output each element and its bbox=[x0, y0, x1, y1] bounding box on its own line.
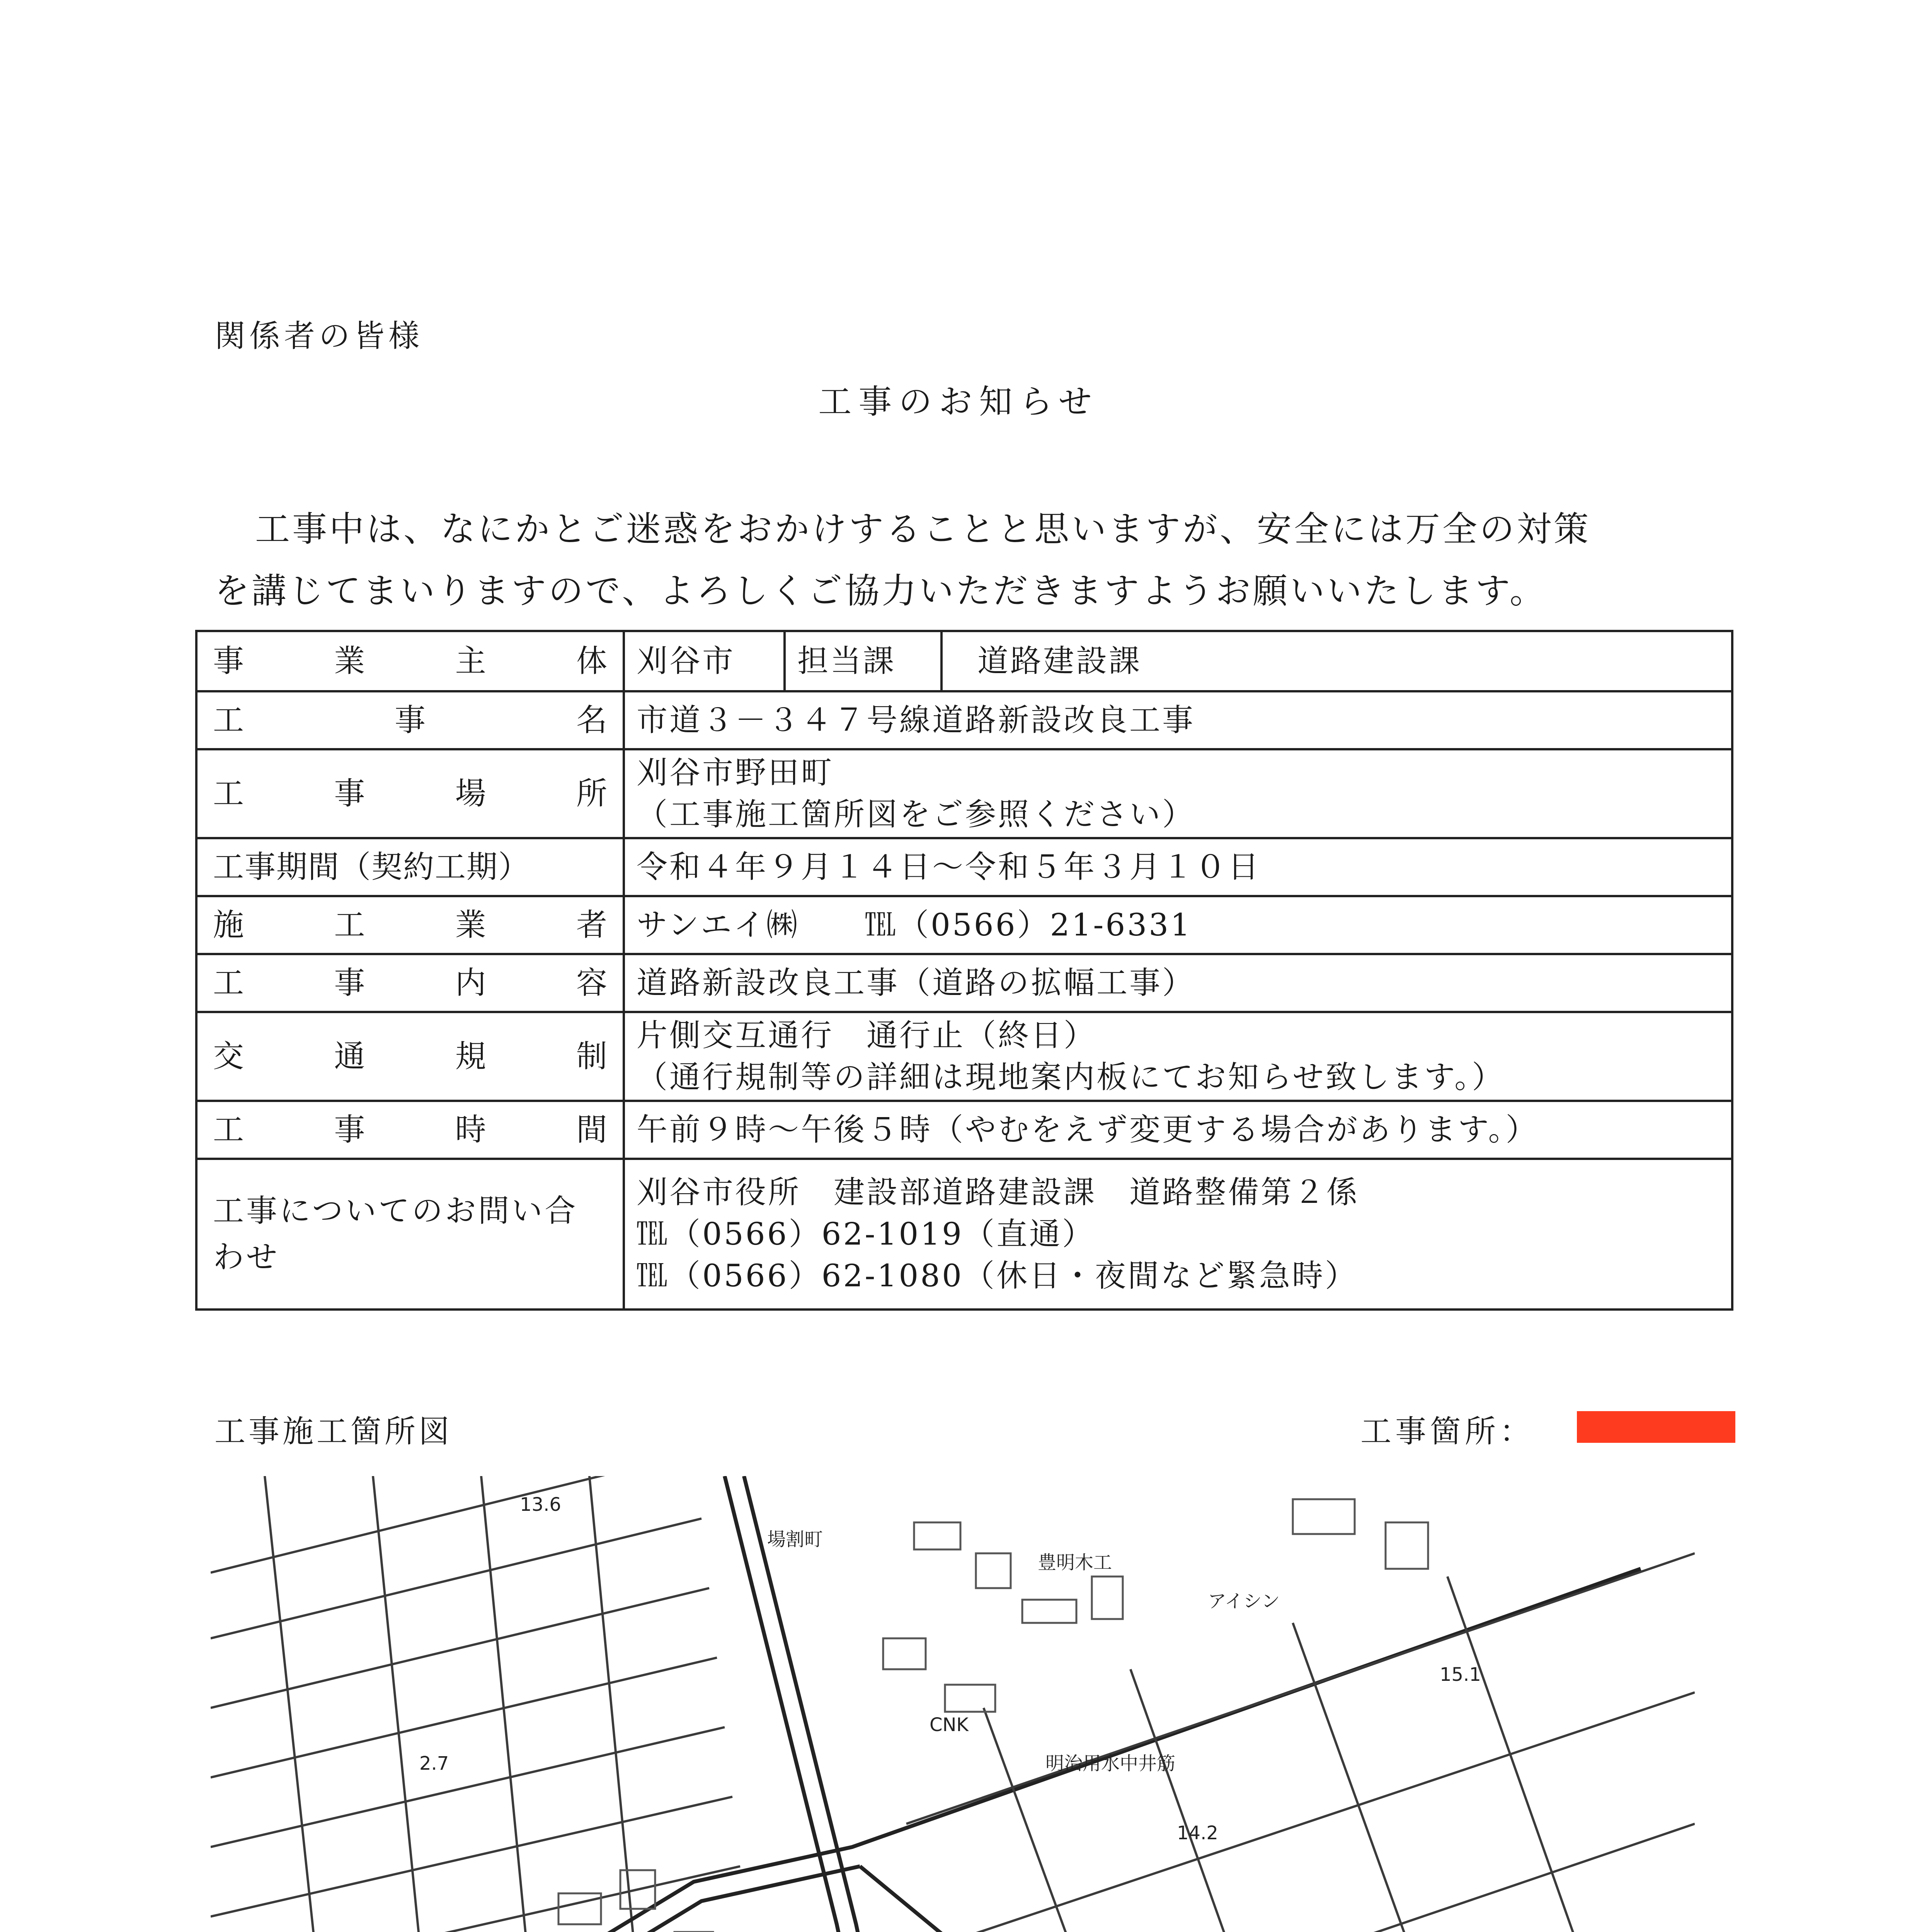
label-char: 工 bbox=[213, 776, 244, 811]
label-char: 所 bbox=[576, 776, 607, 811]
row-owner bbox=[196, 631, 1732, 691]
map-heading: 工事施工箇所図 bbox=[215, 1413, 453, 1449]
row-contractor bbox=[196, 896, 1732, 954]
intro-line-2: を講じてまいりますので、よろしくご協力いただきますようお願いいたします。 bbox=[215, 571, 1547, 611]
content-label bbox=[196, 954, 624, 1012]
greeting: 関係者の皆様 bbox=[215, 318, 423, 354]
contact-label: 工事についてのお問い合わせ bbox=[196, 1159, 624, 1310]
intro-line-1: 工事中は、なにかとご迷惑をおかけすることと思いますが、安全には万全の対策 bbox=[255, 509, 1591, 549]
label-char: 工 bbox=[213, 1112, 244, 1148]
hours-label bbox=[196, 1101, 624, 1159]
contact-value: 刈谷市役所 建設部道路建設課 道路整備第２係 ℡（0566）62-1019（直通） ℡（0566）62-1080（休日・夜間など緊急時） bbox=[624, 1159, 1732, 1310]
dept-label: 担当課 bbox=[786, 632, 943, 690]
label-char: 規 bbox=[455, 1038, 486, 1074]
label-char: 事 bbox=[395, 702, 426, 738]
page-title: 工事のお知らせ bbox=[818, 383, 1099, 421]
label-char: 交 bbox=[213, 1038, 244, 1074]
period-value: 令和４年９月１４日～令和５年３月１０日 bbox=[624, 838, 1732, 896]
label-char: 主 bbox=[455, 643, 486, 679]
label-char: 制 bbox=[576, 1038, 607, 1074]
place-label bbox=[196, 749, 624, 838]
label-char: 施 bbox=[213, 907, 244, 943]
intro-paragraph bbox=[215, 498, 1710, 622]
label-char: 内 bbox=[455, 965, 486, 1001]
name-label bbox=[196, 691, 624, 749]
owner-value-cell bbox=[624, 631, 1732, 691]
label-char: 事 bbox=[334, 1112, 365, 1148]
row-hours bbox=[196, 1101, 1732, 1159]
map-label: 場割町 bbox=[767, 1529, 823, 1550]
row-content bbox=[196, 954, 1732, 1012]
info-table bbox=[195, 630, 1733, 1311]
label-char: 場 bbox=[455, 776, 486, 811]
period-label: 工事期間（契約工期） bbox=[196, 838, 624, 896]
dept-value: 道路建設課 bbox=[977, 643, 1142, 679]
label-char: 事 bbox=[334, 965, 365, 1001]
map-label: 豊明木工 bbox=[1038, 1552, 1112, 1573]
map-label: アイシン bbox=[1208, 1590, 1280, 1612]
traffic-label bbox=[196, 1012, 624, 1101]
row-name bbox=[196, 691, 1732, 749]
map-label: CNK bbox=[930, 1714, 969, 1736]
map-label: 13.6 bbox=[520, 1494, 561, 1515]
label-char: 通 bbox=[334, 1038, 365, 1074]
owner-value: 刈谷市 bbox=[625, 632, 786, 690]
traffic-value: 片側交互通行 通行止（終日） （通行規制等の詳細は現地案内板にてお知らせ致します。） bbox=[624, 1012, 1732, 1101]
label-char: 工 bbox=[334, 907, 365, 943]
owner-label bbox=[196, 631, 624, 691]
label-char: 業 bbox=[455, 907, 486, 943]
row-traffic bbox=[196, 1012, 1732, 1101]
legend-label: 工事箇所： bbox=[1360, 1413, 1534, 1449]
label-char: 工 bbox=[213, 702, 244, 738]
label-char: 時 bbox=[455, 1112, 486, 1148]
row-period bbox=[196, 838, 1732, 896]
row-contact bbox=[196, 1159, 1732, 1310]
place-value: 刈谷市野田町 （工事施工箇所図をご参照ください） bbox=[624, 749, 1732, 838]
label-char: 容 bbox=[576, 965, 607, 1001]
label-char: 体 bbox=[576, 643, 607, 679]
name-value: 市道３－３４７号線道路新設改良工事 bbox=[624, 691, 1732, 749]
site-map bbox=[211, 1476, 1695, 1932]
contractor-label bbox=[196, 896, 624, 954]
hours-value: 午前９時～午後５時（やむをえず変更する場合があります。） bbox=[624, 1101, 1732, 1159]
row-place bbox=[196, 749, 1732, 838]
label-char: 名 bbox=[576, 702, 607, 738]
label-char: 者 bbox=[576, 907, 607, 943]
legend-swatch bbox=[1577, 1411, 1735, 1443]
map-label: 15.1 bbox=[1440, 1664, 1481, 1685]
label-char: 業 bbox=[334, 643, 365, 679]
label-char: 事 bbox=[334, 776, 365, 811]
label-char: 事 bbox=[213, 643, 244, 679]
label-char: 間 bbox=[576, 1112, 607, 1148]
map-label: 14.2 bbox=[1177, 1822, 1218, 1844]
content-value: 道路新設改良工事（道路の拡幅工事） bbox=[624, 954, 1732, 1012]
map-label: 明治用水中井筋 bbox=[1045, 1753, 1176, 1774]
contractor-value: サンエイ㈱ ℡（0566）21-6331 bbox=[624, 896, 1732, 954]
label-char: 工 bbox=[213, 965, 244, 1001]
map-label: 2.7 bbox=[419, 1753, 449, 1774]
